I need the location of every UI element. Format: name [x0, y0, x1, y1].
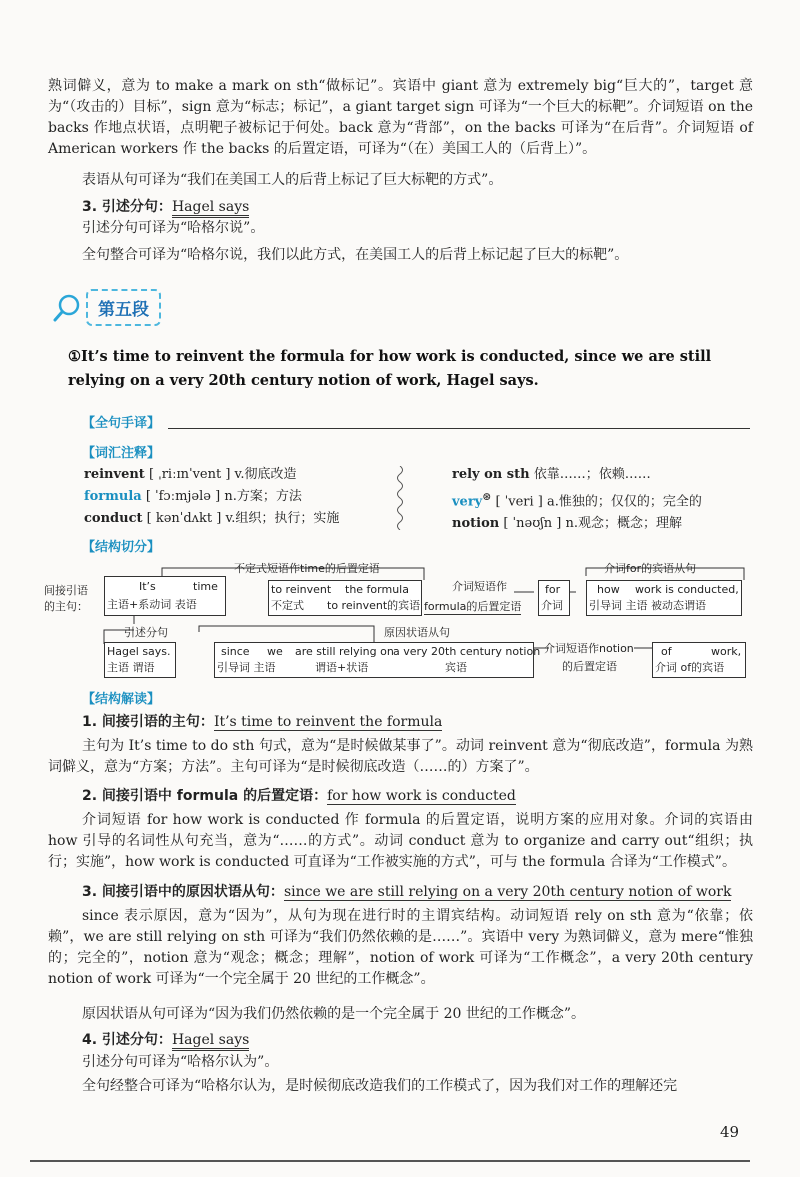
vocab-right-column — [452, 464, 702, 535]
translation-blank-line — [168, 428, 750, 429]
star-mark-icon: ⊛ — [482, 490, 492, 503]
vocab-item: very⊛ [ ˈveri ] a.惟独的；仅仅的；完全的 — [452, 490, 702, 510]
paragraph-continued: 熟词僻义，意为 to make a mark on sth“做标记”。宾语中 giant 意为 extremely big“巨大的”，target 意为“（攻击的）目标”，sign 意为“标志；标记”，a giant target sign 可译为“一个巨大的标靶”。介词短语 on the backs 作地点状语，点明靶子被标记于何处。back 意为“背部”，on the backs 可译为“在后背”。介词短语 of American workers 作 the backs 的后置定语，可译为“（在）美国工人的（后背上）”。 — [48, 78, 753, 157]
label-prep-phrase: 介词短语作 — [452, 580, 507, 593]
label-structure: 【结构切分】 — [82, 540, 161, 555]
label-prep-notion-2: 的后置定语 — [562, 660, 617, 673]
subheading-post-attributive: 2. 间接引语中 formula 的后置定语：for how work is conducted — [82, 788, 516, 804]
paragraph-analysis-1: 主句为 It’s time to do sth 句式，意为“是时候做某事了”。动词 reinvent 意为“彻底改造”，formula 为熟词僻义，意为“方案；方法”。主句可译为“是时候彻底改造（……的）方案了”。 — [48, 738, 753, 775]
label-main-clause-1: 间接引语 — [44, 584, 88, 597]
paragraph-analysis-5: 引述分句可译为“哈格尔认为”。 — [82, 1054, 279, 1070]
label-main-clause-2: 的主句： — [44, 600, 88, 613]
box-infinitive: to reinvent the formula 不定式 to reinvent的宾语 — [268, 580, 422, 616]
box-object-clause: how work is conducted, 引导词 主语 被动态谓语 — [586, 580, 742, 616]
paragraph-full-translation: 全句整合可译为“哈格尔说，我们以此方式，在美国工人的后背上标记起了巨大的标靶”。 — [82, 247, 629, 263]
label-infinitive: 不定式短语作time的后置定语 — [234, 562, 380, 575]
vocab-item: reinvent [ ˌriːɪnˈvent ] v.彻底改造 — [84, 467, 297, 482]
paragraph-quote-translation: 引述分句可译为“哈格尔说”。 — [82, 220, 265, 236]
subheading-main-clause: 1. 间接引语的主句：It’s time to reinvent the formula — [82, 714, 443, 730]
paragraph-predicative: 表语从句可译为“我们在美国工人的后背上标记了巨大标靶的方式”。 — [82, 172, 503, 188]
box-of-work: of work, 介词 of的宾语 — [652, 642, 746, 678]
footer-rule — [30, 1160, 750, 1162]
label-object-clause: 介词for的宾语从句 — [604, 562, 697, 575]
vocab-item: rely on sth 依靠……；依赖…… — [452, 467, 651, 482]
vocab-left-column — [84, 464, 339, 530]
label-post-attributive: formula的后置定语 — [424, 600, 522, 613]
label-reason-clause: 原因状语从句 — [384, 626, 450, 639]
subheading-reason-clause: 3. 间接引语中的原因状语从句：since we are still relying on a very 20th century notion of work — [82, 884, 732, 900]
section-header — [52, 289, 161, 326]
paragraph-analysis-4: 原因状语从句可译为“因为我们仍然依赖的是一个完全属于 20 世纪的工作概念”。 — [82, 1006, 586, 1022]
label-analysis: 【结构解读】 — [82, 692, 161, 707]
paragraph-analysis-3: since 表示原因，意为“因为”，从句为现在进行时的主谓宾结构。动词短语 rely on sth 意为“依靠；依赖”，we are still relying on sth 可译为“我们仍然依赖的是……”。宾语中 very 为熟词僻义，意为 mere“惟独的；完全的”，notion 意为“观念；概念；理解”，notion of work 可译为“工作概念”，a very 20th century notion of work 可译为“一个完全属于 20 世纪的工作概念”。 — [48, 908, 753, 987]
vocab-item: conduct [ kənˈdʌkt ] v.组织；执行；实施 — [84, 511, 340, 526]
label-quote-clause: 引述分句 — [124, 626, 168, 639]
page-number: 49 — [720, 1123, 740, 1141]
box-for: for 介词 — [538, 580, 570, 616]
paragraph-analysis-6: 全句经整合可译为“哈格尔认为，是时候彻底改造我们的工作模式了，因为我们对工作的理解还完 — [82, 1078, 678, 1094]
label-prep-notion-1: 介词短语作notion — [544, 642, 634, 655]
box-reason-clause: since we are still relying on a very 20th century notion 引导词 主语 谓语+状语 宾语 — [214, 642, 534, 678]
label-translation: 【全句手译】 — [82, 416, 161, 431]
structure-diagram — [44, 556, 764, 686]
vocab-item: notion [ ˈnəʊʃn ] n.观念；概念；理解 — [452, 516, 682, 532]
subheading-quote-clause: 3. 引述分句：Hagel says — [82, 197, 249, 217]
box-main-clause: It’s time 主语+系动词 表语 — [104, 576, 226, 616]
paragraph-analysis-2: 介词短语 for how work is conducted 作 formula 的后置定语，说明方案的应用对象。介词的宾语由 how 引导的名词性从句充当，意为“……的方式”。动词 conduct 意为 to organize and carry out“组织；执行；实施”，how work is conducted 可直译为“工作被实施的方式”，可与 the formula 合译为“工作模式”。 — [48, 812, 753, 870]
label-vocab: 【词汇注释】 — [82, 446, 161, 461]
topic-sentence: ①It’s time to reinvent the formula for how work is conducted, since we are still relying on a very 20th century notion of work, Hagel says. — [68, 348, 712, 389]
subheading-quote-clause-2: 4. 引述分句：Hagel says — [82, 1030, 249, 1050]
section-title: 第五段 — [86, 289, 161, 326]
box-quote-clause: Hagel says. 主语 谓语 — [104, 642, 176, 678]
vocab-item: formula [ ˈfɔːmjələ ] n.方案；方法 — [84, 489, 302, 504]
divider-wave — [393, 466, 407, 530]
magnifier-icon — [52, 293, 82, 323]
